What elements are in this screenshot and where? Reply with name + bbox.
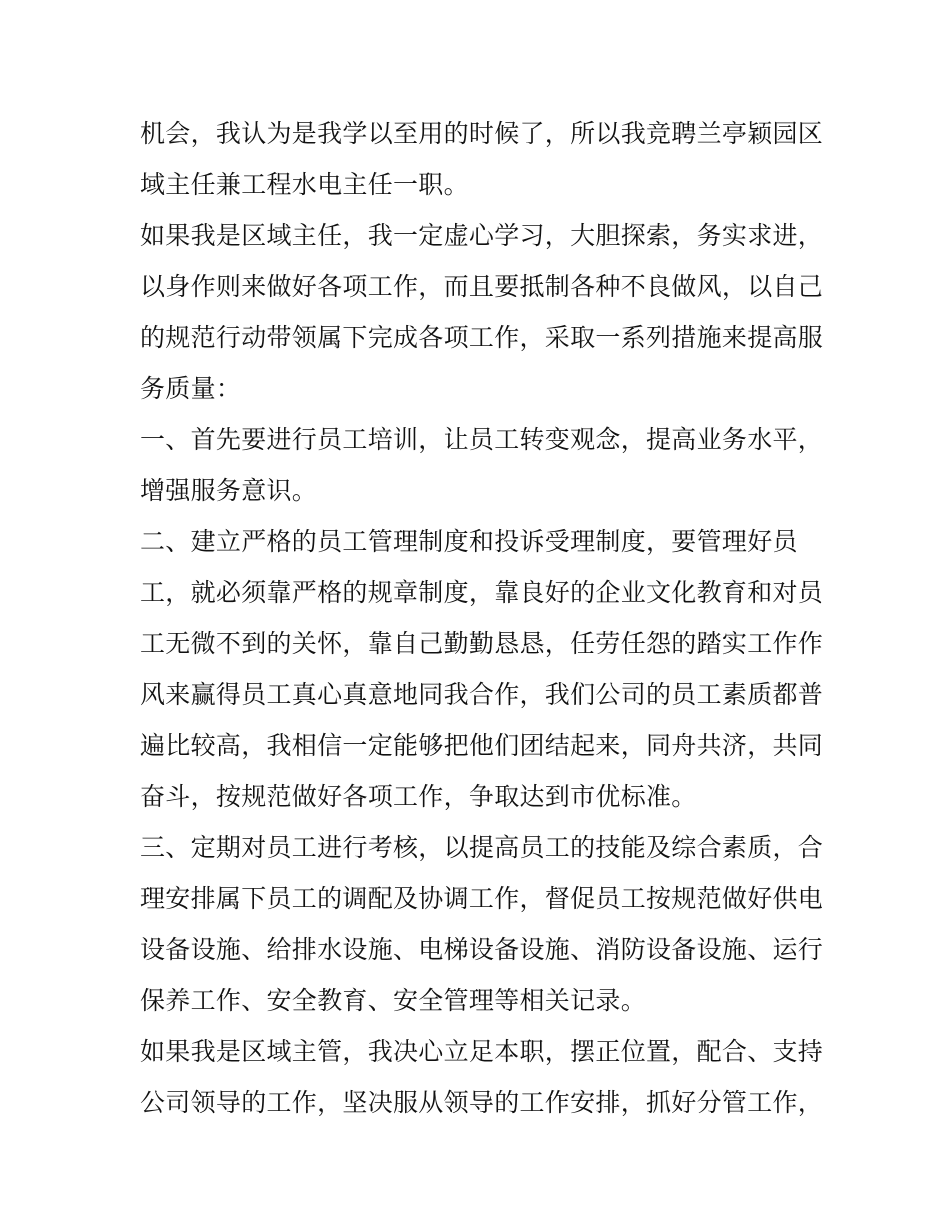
text-line: 设备设施、给排水设施、电梯设备设施、消防设备设施、运行	[140, 935, 824, 964]
text-line: 增强服务意识。	[140, 476, 318, 505]
text-line: 理安排属下员工的调配及协调工作，督促员工按规范做好供电	[140, 884, 824, 913]
text-line: 三、定期对员工进行考核，以提高员工的技能及综合素质，合	[140, 833, 824, 862]
text-line: 如果我是区域主管，我决心立足本职，摆正位置，配合、支持	[140, 1037, 824, 1066]
text-line: 二、建立严格的员工管理制度和投诉受理制度，要管理好员	[140, 527, 798, 556]
text-line: 机会，我认为是我学以至用的时候了，所以我竞聘兰亭颖园区	[140, 119, 824, 148]
text-line: 工，就必须靠严格的规章制度，靠良好的企业文化教育和对员	[140, 578, 824, 607]
text-line: 一、首先要进行员工培训，让员工转变观念，提高业务水平，	[140, 425, 824, 454]
text-line: 工无微不到的关怀，靠自己勤勤恳恳，任劳任怨的踏实工作作	[140, 629, 824, 658]
document-body	[140, 108, 830, 1128]
text-line: 域主任兼工程水电主任一职。	[140, 170, 469, 199]
text-line: 如果我是区域主任，我一定虚心学习，大胆探索，务实求进，	[140, 221, 824, 250]
text-line: 保养工作、安全教育、安全管理等相关记录。	[140, 986, 647, 1015]
text-line: 务质量：	[140, 374, 242, 403]
text-line: 风来赢得员工真心真意地同我合作，我们公司的员工素质都普	[140, 680, 824, 709]
text-line: 公司领导的工作，坚决服从领导的工作安排，抓好分管工作，	[140, 1088, 824, 1117]
text-line: 奋斗，按规范做好各项工作，争取达到市优标准。	[140, 782, 697, 811]
text-line: 以身作则来做好各项工作，而且要抵制各种不良做风，以自己	[140, 272, 824, 301]
text-line: 遍比较高，我相信一定能够把他们团结起来，同舟共济，共同	[140, 731, 824, 760]
text-line: 的规范行动带领属下完成各项工作，采取一系列措施来提高服	[140, 323, 824, 352]
